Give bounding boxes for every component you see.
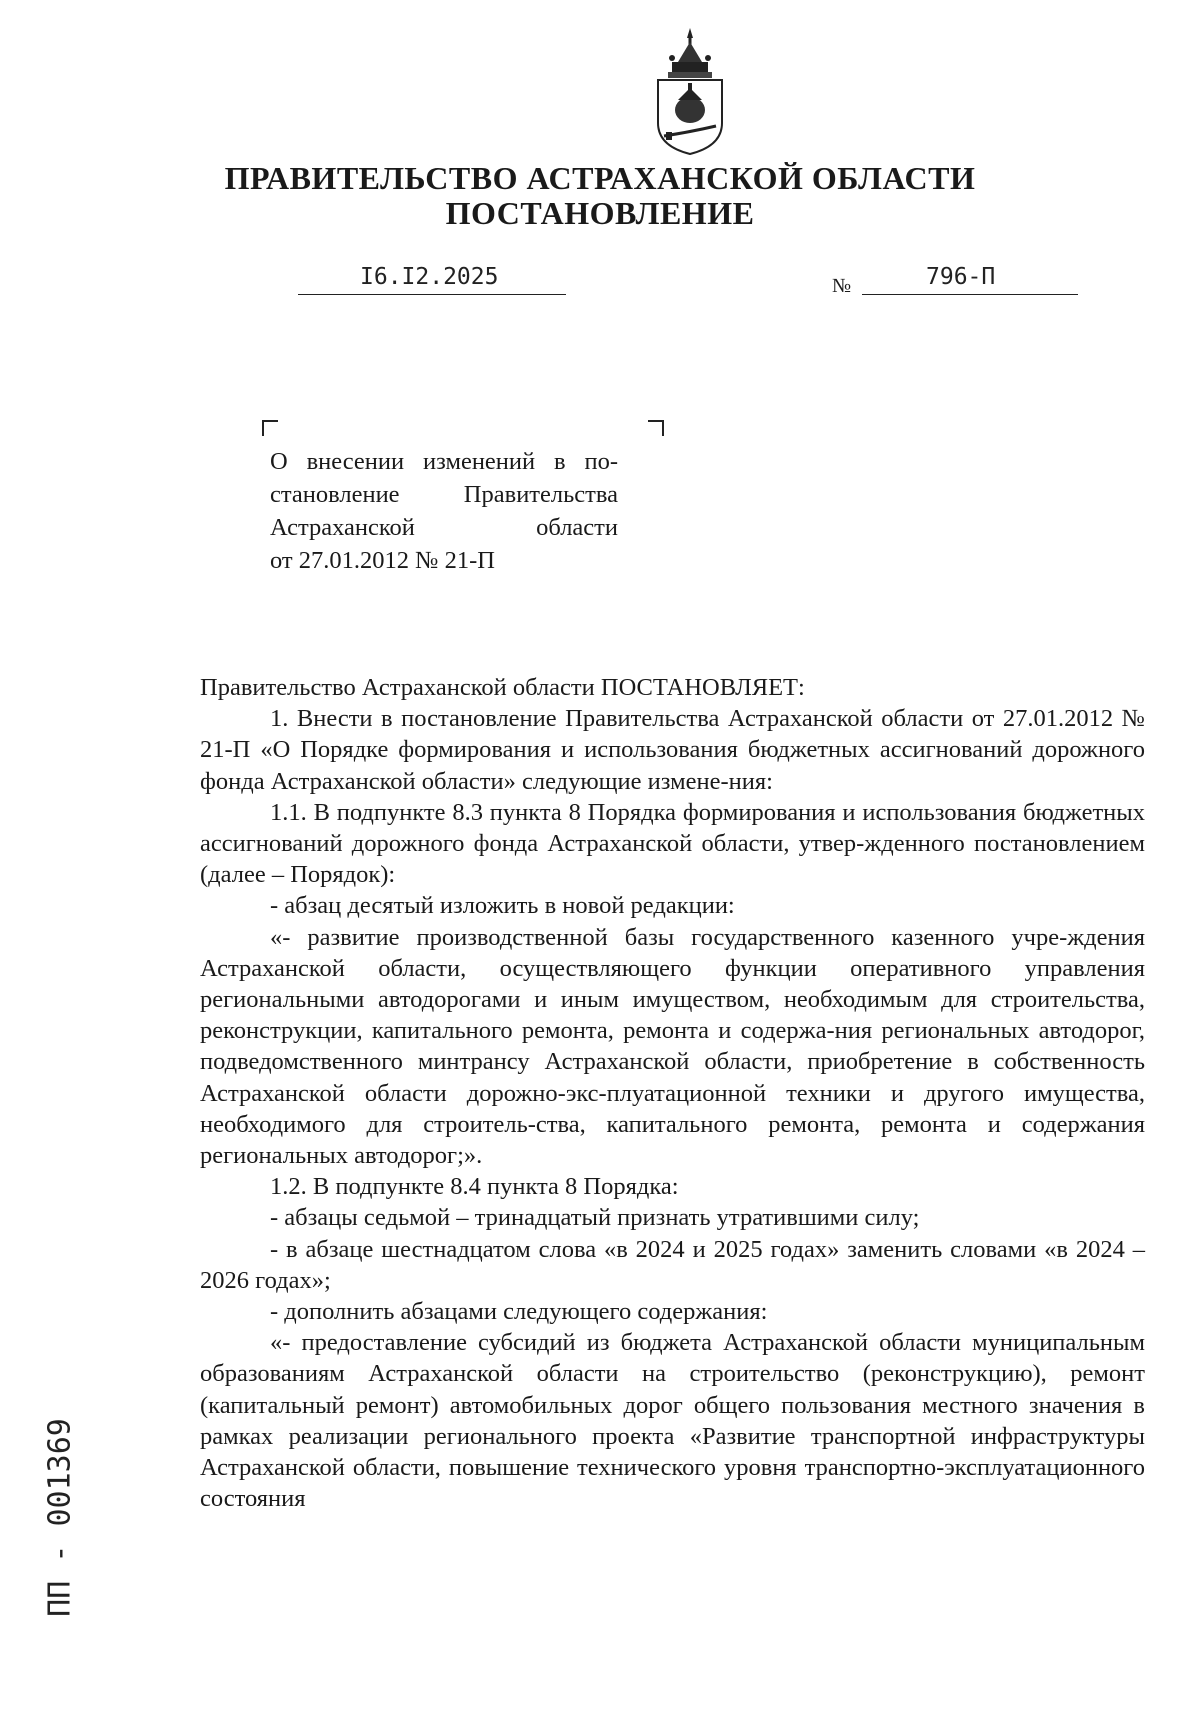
date-line — [298, 264, 566, 295]
paragraph-1-2-c: - дополнить абзацами следующего содержания: — [270, 1298, 768, 1326]
paragraph-1-2-d: «- предоставление субсидий из бюджета Астраханской области муниципальным образованиям Астраханской области на строительство (реконструкцию), ремонт (капитальный ремонт) автомобильных дорог общего пользования местного значения в рамках реализации регионального проекта «Развитие транспортной инфраструктуры Астраханской области, повышение технического уровня транспортно-эксплуатационного состояния — [200, 1329, 1145, 1513]
document-number: 796-П — [926, 264, 996, 290]
paragraph-1-1-b: «- развитие производственной базы государственного казенного учре-ждения Астраханской области, осуществляющего функции оперативного управления региональными автодорогами и иным имуществом, необходимым для строительства, реконструкции, капитального ремонта, ремонта и содержа-ния региональных автодорог, подведомственного минтрансу Астраханской области, приобретение в собственность Астраханской области дорожно-экс-плуатационной техники и другого имущества, необходимого для строитель-ства, капитального ремонта, ремонта и содержания региональных автодорог;». — [200, 923, 1145, 1170]
org-title: ПРАВИТЕЛЬСТВО АСТРАХАНСКОЙ ОБЛАСТИ — [224, 160, 976, 196]
paragraph-1-2-b: - в абзаце шестнадцатом слова «в 2024 и 2025 годах» заменить словами «в 2024 – 2026 годах»; — [200, 1235, 1145, 1294]
paragraph-1-2-a: - абзацы седьмой – тринадцатый признать утратившими силу; — [270, 1204, 920, 1232]
coat-of-arms-icon — [650, 28, 730, 158]
registration-stamp — [40, 1380, 80, 1680]
paragraph-1-1-a: - абзац десятый изложить в новой редакции: — [270, 892, 735, 920]
paragraph-1-1: 1.1. В подпункте 8.3 пункта 8 Порядка формирования и использования бюджетных ассигнований дорожного фонда Астраханской области, утвер-жденного постановлением (далее – Порядок): — [200, 798, 1145, 889]
subject-line: от 27.01.2012 № 21-П — [270, 547, 495, 574]
number-label: № — [832, 275, 852, 297]
registration-number: ПП - 001369 — [42, 1418, 78, 1617]
document-date: I6.I2.2025 — [360, 264, 499, 290]
subject-line: становление Правительства — [270, 481, 618, 508]
document-body — [200, 672, 1145, 1514]
title-corner-right — [648, 420, 664, 436]
document-type: ПОСТАНОВЛЕНИЕ — [445, 195, 755, 231]
number-line — [862, 264, 1078, 295]
subject-line: Астраханской области — [270, 514, 618, 541]
paragraph-1: 1. Внести в постановление Правительства Астраханской области от 27.01.2012 № 21-П «О Порядке формирования и использования бюджетных ассигнований дорожного фонда Астраханской области» следующие измене-ния: — [200, 705, 1145, 795]
paragraph-1-2: 1.2. В подпункте 8.4 пункта 8 Порядка: — [270, 1173, 679, 1201]
document-subject — [270, 445, 618, 577]
subject-line: О внесении изменений в по- — [270, 448, 618, 475]
title-corner-left — [262, 420, 278, 436]
opening-clause: Правительство Астраханской области ПОСТАНОВЛЯЕТ: — [200, 674, 805, 701]
